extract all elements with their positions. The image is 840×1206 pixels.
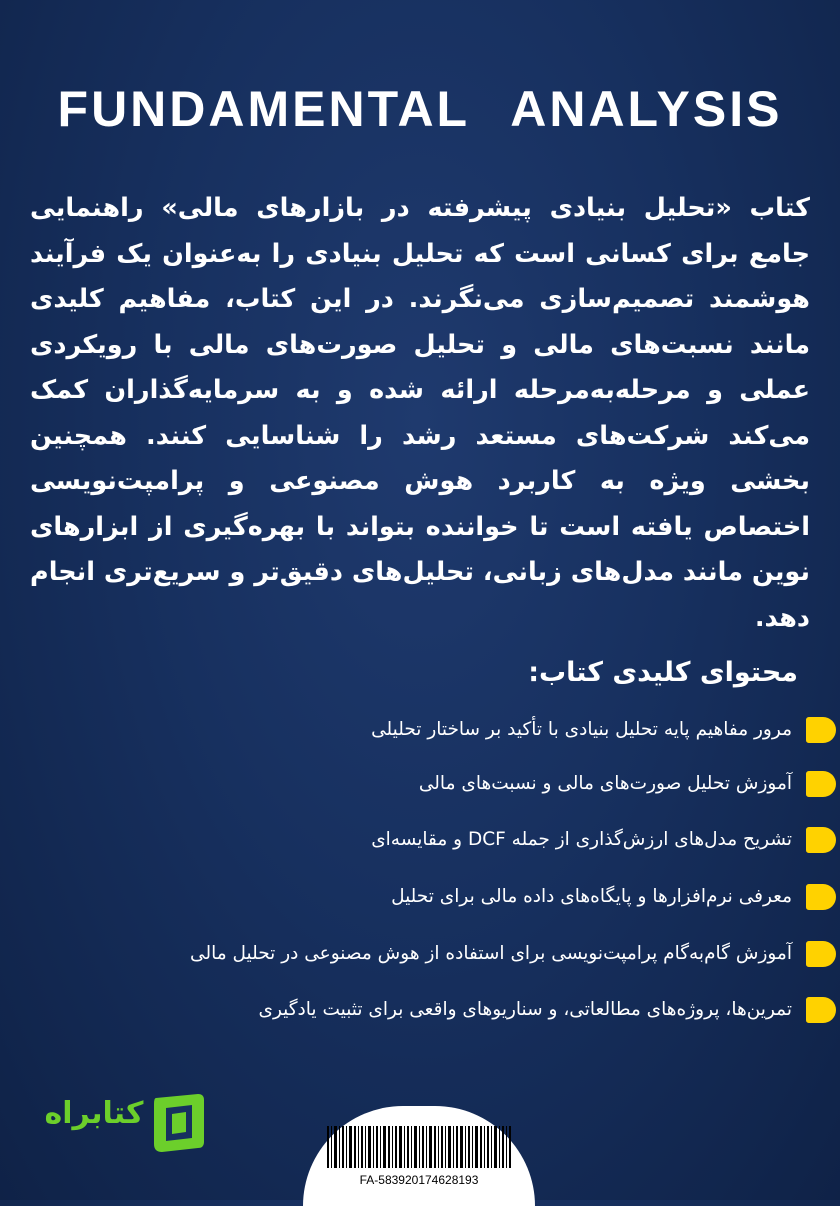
list-item-text: مرور مفاهیم پایه تحلیل بنیادی با تأکید بر ساختار تحلیلی [371, 719, 792, 740]
bullet-icon [806, 771, 836, 797]
book-icon [148, 1092, 208, 1154]
contents-heading: محتوای کلیدی کتاب: [528, 657, 798, 688]
list-item-text: تشریح مدل‌های ارزش‌گذاری از جمله DCF و مقایسه‌ای [371, 829, 792, 850]
list-item-text: تمرین‌ها، پروژه‌های مطالعاتی، و سناریوهای واقعی برای تثبیت یادگیری [258, 999, 792, 1020]
list-item-text: آموزش تحلیل صورت‌های مالی و نسبت‌های مالی [418, 773, 792, 794]
list-item [0, 988, 840, 1032]
publisher-logo [38, 1092, 218, 1162]
publisher-name: کتابراه [44, 1096, 144, 1131]
bullet-icon [806, 997, 836, 1023]
list-item [0, 932, 840, 976]
bullet-icon [806, 884, 836, 910]
barcode-bars [327, 1126, 511, 1168]
bullet-icon [806, 717, 836, 743]
list-item [0, 762, 840, 806]
list-item [0, 818, 840, 862]
bullet-icon [806, 827, 836, 853]
barcode-number: FA-583920174628193 [359, 1173, 479, 1187]
list-item-text: آموزش گام‌به‌گام پرامپت‌نویسی برای استفاده از هوش مصنوعی در تحلیل مالی [190, 943, 792, 964]
cover-title: FUNDAMENTAL ANALYSIS [57, 81, 783, 137]
list-item [0, 875, 840, 919]
bullet-icon [806, 941, 836, 967]
book-description: کتاب «تحلیل بنیادی پیشرفته در بازارهای مالی» راهنمایی جامع برای کسانی است که تحلیل بنیادی را به‌عنوان یک فرآیند هوشمند تصمیم‌سازی می‌نگرند. در این کتاب، مفاهیم کلیدی مانند نسبت‌های مالی و تحلیل صورت‌های مالی با رویکردی عملی و مرحله‌به‌مرحله ارائه شده و به سرمایه‌گذاران کمک می‌کند شرکت‌های مستعد رشد را شناسایی کنند. همچنین بخشی ویژه به کاربرد هوش مصنوعی و پرامپت‌نویسی اختصاص یافته است تا خواننده بتواند با بهره‌گیری از ابزارهای نوین مانند مدل‌های زبانی، تحلیل‌های دقیق‌تر و سریع‌تری انجام دهد. [30, 193, 810, 633]
list-item-text: معرفی نرم‌افزارها و پایگاه‌های داده مالی برای تحلیل [391, 886, 792, 907]
barcode [303, 1106, 535, 1206]
list-item [0, 708, 840, 752]
